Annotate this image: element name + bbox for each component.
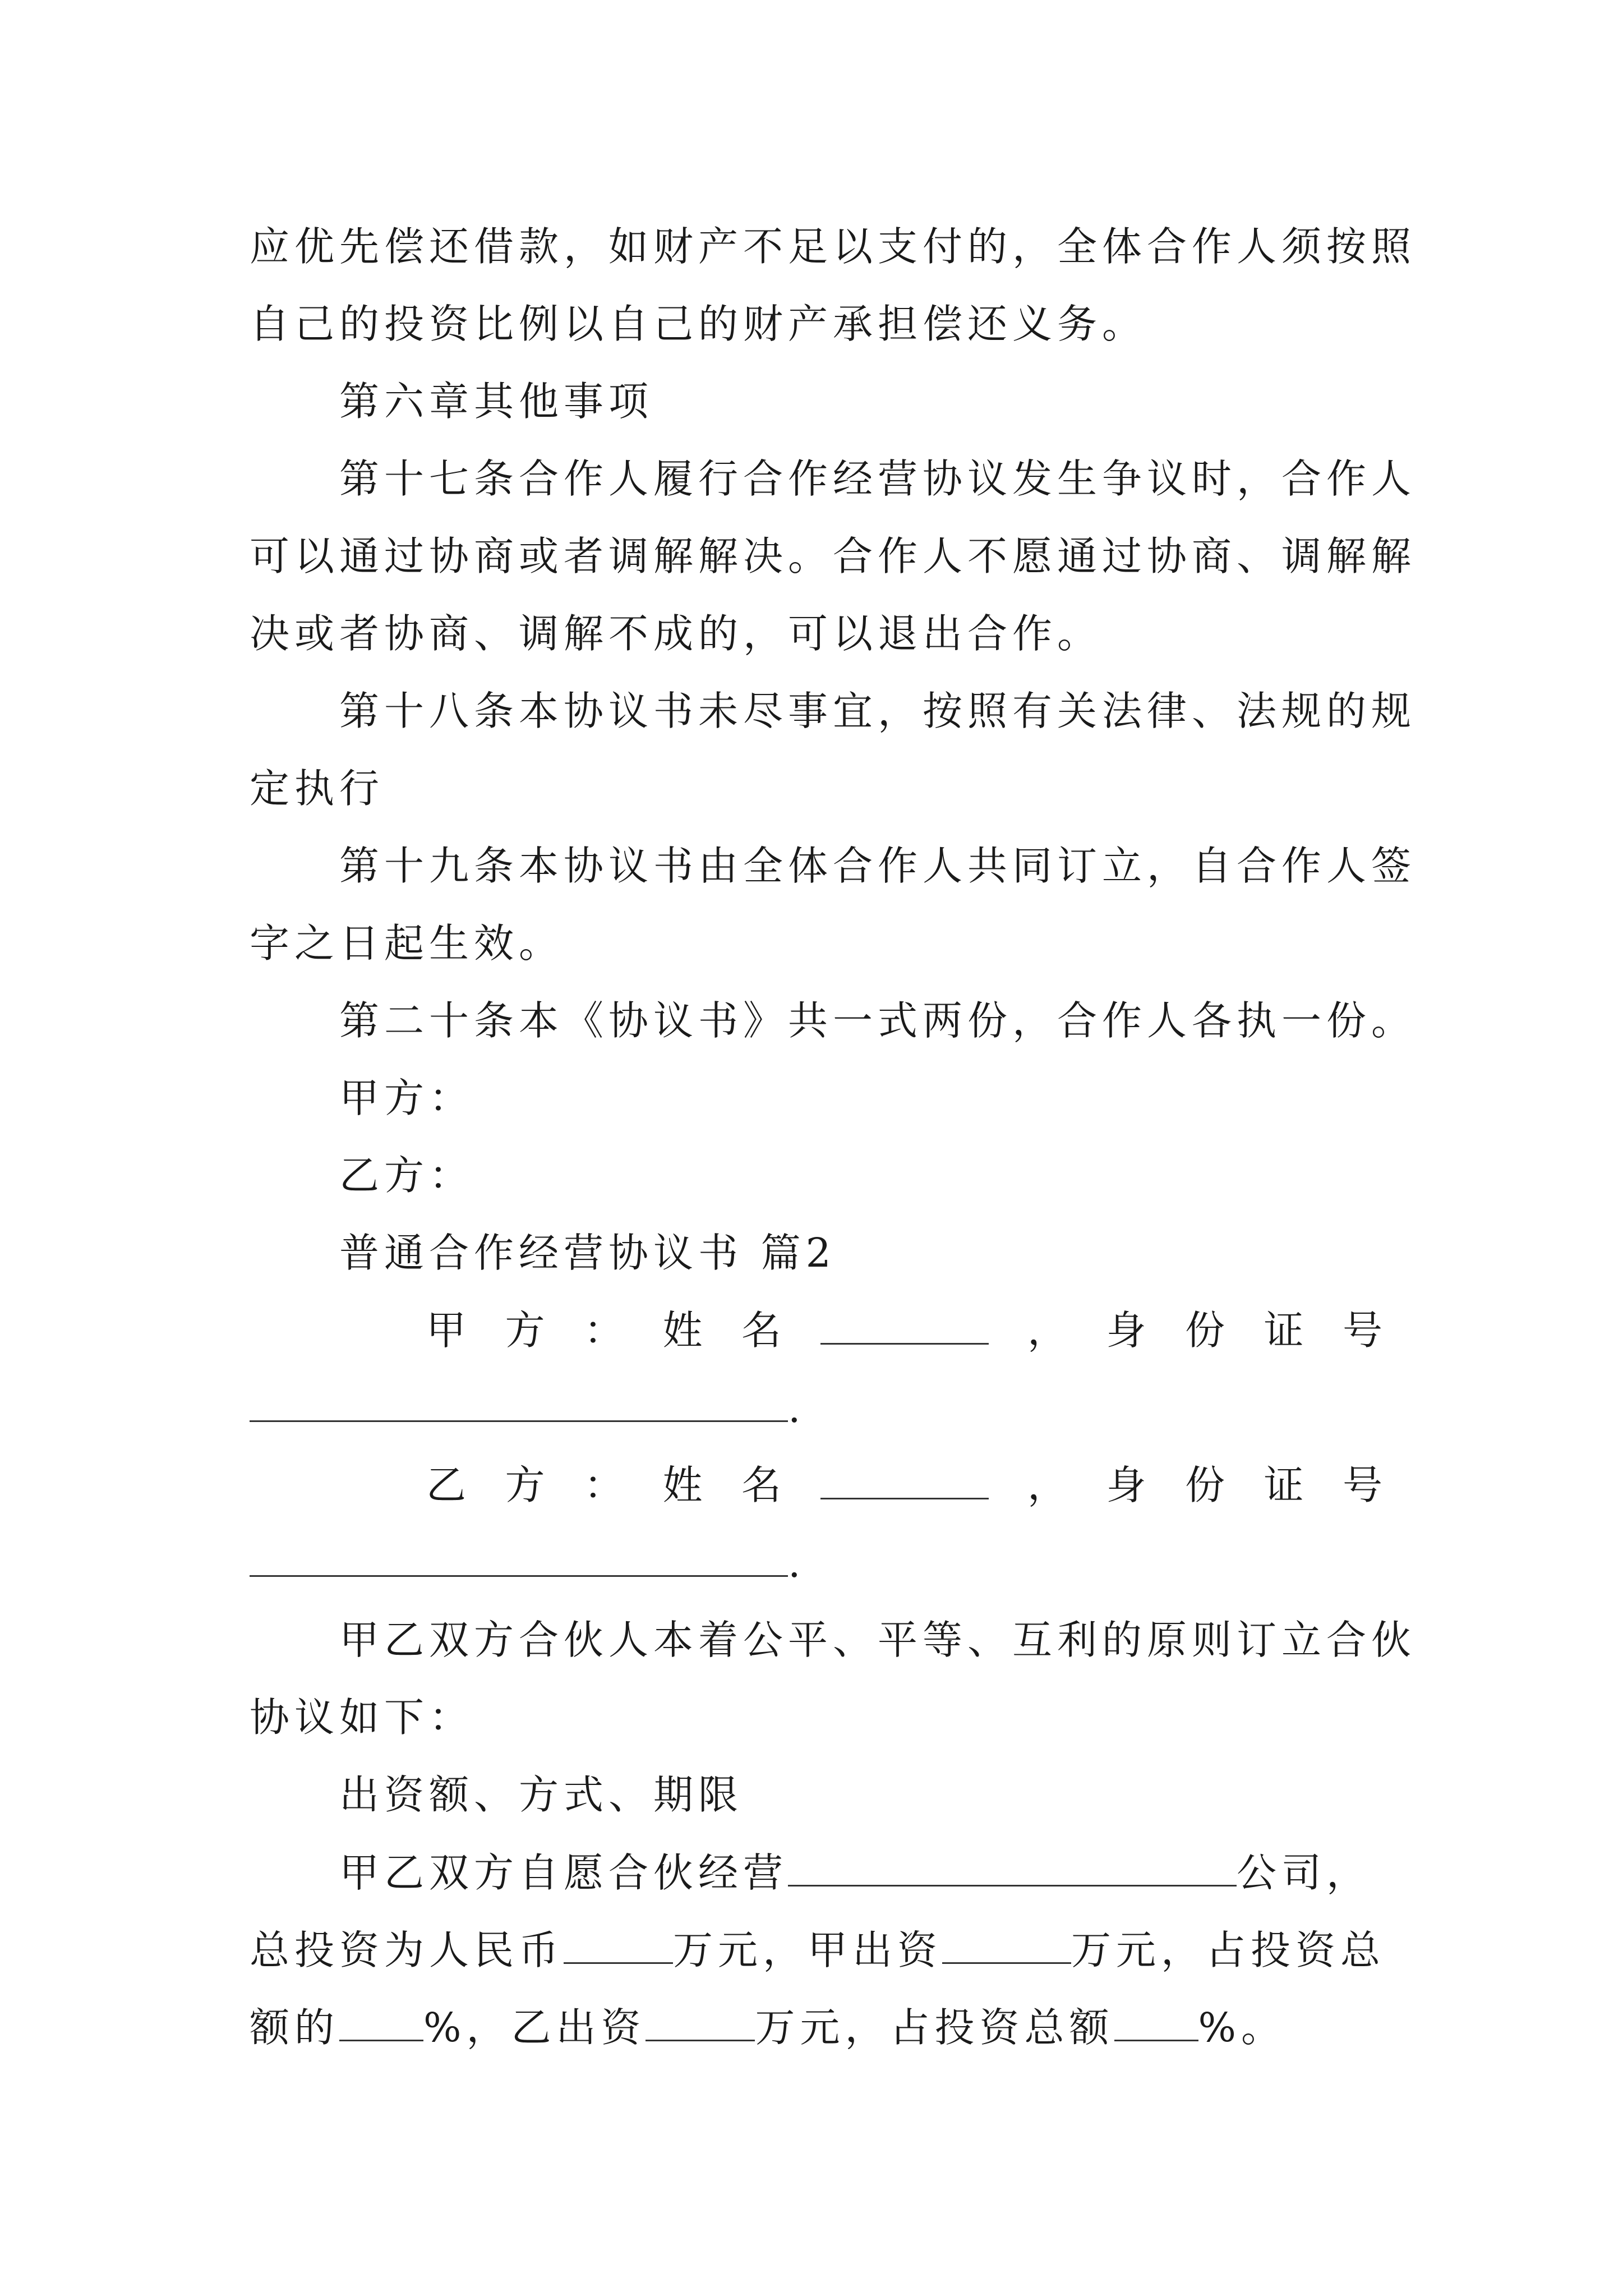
party-a-investment-blank <box>942 1922 1071 1964</box>
article-17: 第十七条合作人履行合作经营协议发生争议时，合作人 <box>339 455 1417 502</box>
party-b-line: 乙 方 ： 姓 名 ， 身 份 证 号 <box>426 1457 1382 1513</box>
paragraph-line: 字之日起生效。 <box>250 920 564 967</box>
paragraph-line: 协议如下： <box>250 1694 474 1741</box>
party-a-id-blank <box>250 1380 788 1422</box>
party-a-line: 甲 方 ： 姓 名 ， 身 份 证 号 <box>426 1303 1382 1359</box>
party-b-name-blank <box>820 1457 989 1499</box>
paragraph-line: 应优先偿还借款，如财产不足以支付的，全体合作人须按照 <box>250 223 1417 270</box>
section-title: 普通合作经营协议书 篇2 <box>339 1230 836 1276</box>
party-b-percent-blank <box>1114 1999 1198 2041</box>
paragraph-line: 决或者协商、调解不成的，可以退出合作。 <box>250 610 1103 657</box>
article-18: 第十八条本协议书未尽事宜，按照有关法律、法规的规 <box>339 688 1417 734</box>
party-a-percent-blank <box>339 1999 423 2041</box>
party-a-signature-label: 甲方： <box>339 1075 474 1121</box>
paragraph-line: 可以通过协商或者调解解决。合作人不愿通过协商、调解解 <box>250 533 1417 579</box>
investment-line-2: 总投资为人民币 万元，甲出资 万元，占投资总 <box>250 1922 1382 1978</box>
party-b-id-blank <box>250 1535 788 1577</box>
chapter-heading: 第六章其他事项 <box>339 378 654 425</box>
party-a-id-line: . <box>250 1380 1382 1436</box>
investment-line-3: 额的 %，乙出资 万元，占投资总额 %。 <box>250 1999 1382 2055</box>
party-a-name-blank <box>820 1303 989 1345</box>
total-investment-blank <box>564 1922 673 1964</box>
paragraph-line: 自己的投资比例以自己的财产承担偿还义务。 <box>250 301 1147 347</box>
party-b-investment-blank <box>645 1999 755 2041</box>
party-b-signature-label: 乙方： <box>339 1152 474 1199</box>
party-b-id-line: . <box>250 1535 1382 1591</box>
section-heading: 出资额、方式、期限 <box>339 1772 744 1818</box>
paragraph-line: 定执行 <box>250 765 385 812</box>
paragraph-line: 甲乙双方合伙人本着公平、平等、互利的原则订立合伙 <box>339 1617 1417 1663</box>
investment-line-1: 甲乙双方自愿合伙经营 公司， <box>339 1844 1472 1901</box>
company-name-blank <box>788 1844 1237 1887</box>
article-20: 第二十条本《协议书》共一式两份，合作人各执一份。 <box>339 997 1417 1044</box>
article-19: 第十九条本协议书由全体合作人共同订立，自合作人签 <box>339 843 1417 889</box>
